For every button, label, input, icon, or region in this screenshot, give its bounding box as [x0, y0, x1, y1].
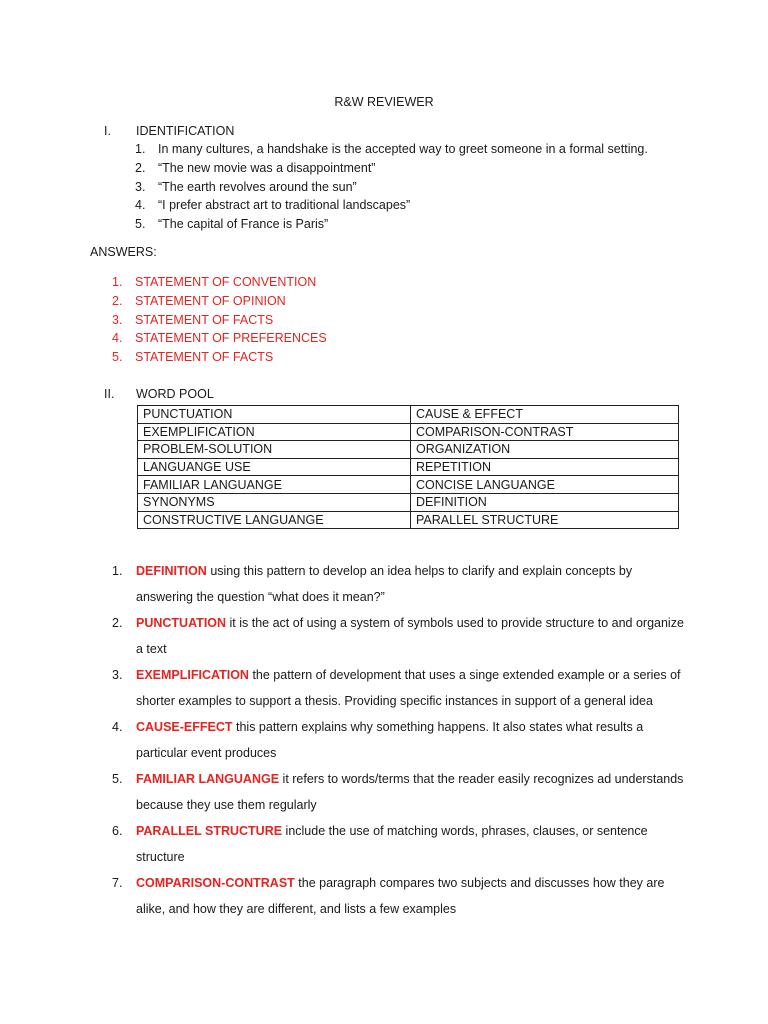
answer-item — [112, 329, 327, 348]
item-number: 3. — [112, 668, 123, 682]
item-text: “The capital of France is Paris” — [158, 217, 329, 232]
item-number: 4. — [112, 331, 123, 346]
table-cell: DEFINITION — [411, 493, 679, 511]
document-title: R&W REVIEWER — [334, 95, 434, 109]
answer-item — [112, 348, 327, 367]
table-row — [138, 441, 679, 459]
item-text: “I prefer abstract art to traditional landscapes” — [158, 198, 411, 213]
item-text: “The new movie was a disappointment” — [158, 160, 376, 175]
item-number: 6. — [112, 824, 123, 838]
definition-term: EXEMPLIFICATION — [136, 668, 249, 682]
table-cell: REPETITION — [411, 458, 679, 476]
answer-item — [112, 273, 327, 292]
answer-item — [112, 292, 327, 311]
identification-list — [135, 140, 648, 234]
definitions-list — [112, 558, 692, 922]
table-row — [138, 458, 679, 476]
table-cell: PARALLEL STRUCTURE — [411, 511, 679, 529]
definition-item — [112, 610, 692, 662]
item-number: 1. — [112, 564, 123, 578]
definition-item — [112, 714, 692, 766]
definition-term: CAUSE-EFFECT — [136, 720, 233, 734]
item-number: 2. — [135, 160, 146, 175]
section-1-heading: IDENTIFICATION — [136, 124, 235, 138]
table-cell: FAMILIAR LANGUANGE — [138, 476, 411, 494]
definition-item — [112, 558, 692, 610]
table-row — [138, 423, 679, 441]
answer-text: STATEMENT OF OPINION — [135, 293, 286, 308]
item-number: 5. — [135, 217, 146, 232]
item-number: 2. — [112, 616, 123, 630]
table-row — [138, 493, 679, 511]
item-number: 3. — [112, 312, 123, 327]
item-number: 1. — [135, 142, 146, 156]
table-cell: COMPARISON-CONTRAST — [411, 423, 679, 441]
definition-item — [112, 662, 692, 714]
item-number: 3. — [135, 179, 146, 194]
item-number: 2. — [112, 293, 123, 308]
section-2-heading: WORD POOL — [136, 387, 214, 401]
definition-term: PUNCTUATION — [136, 616, 227, 630]
item-number: 5. — [112, 350, 123, 365]
item-text: “The earth revolves around the sun” — [158, 179, 357, 194]
list-item — [135, 196, 648, 215]
table-cell: ORGANIZATION — [411, 441, 679, 459]
definition-term: PARALLEL STRUCTURE — [136, 824, 283, 838]
table-cell: SYNONYMS — [138, 493, 411, 511]
list-item — [135, 178, 648, 197]
answer-text: STATEMENT OF FACTS — [135, 350, 274, 365]
table-cell: CAUSE & EFFECT — [411, 406, 679, 424]
section-1-numeral: I. — [104, 124, 111, 138]
table-cell: PROBLEM-SOLUTION — [138, 441, 411, 459]
definition-text: it refers to words/terms that the reader easily recognizes ad understands because they use them regularly — [136, 772, 684, 812]
table-cell: CONCISE LANGUANGE — [411, 476, 679, 494]
list-item — [135, 159, 648, 178]
table-cell: LANGUANGE USE — [138, 458, 411, 476]
table-row — [138, 476, 679, 494]
answer-text: STATEMENT OF CONVENTION — [135, 275, 317, 289]
definition-item — [112, 818, 692, 870]
answer-item — [112, 311, 327, 330]
table-cell: PUNCTUATION — [138, 406, 411, 424]
definition-text: using this pattern to develop an idea helps to clarify and explain concepts by answering the question “what does it mean?” — [136, 564, 633, 604]
definition-item — [112, 766, 692, 818]
definition-text: it is the act of using a system of symbols used to provide structure to and organize a text — [136, 616, 684, 656]
table-row — [138, 406, 679, 424]
item-number: 1. — [112, 275, 123, 289]
answer-text: STATEMENT OF FACTS — [135, 312, 274, 327]
item-number: 5. — [112, 772, 123, 786]
table-cell: EXEMPLIFICATION — [138, 423, 411, 441]
definition-term: COMPARISON-CONTRAST — [136, 876, 295, 890]
definition-term: DEFINITION — [136, 564, 207, 578]
list-item — [135, 140, 648, 159]
answer-text: STATEMENT OF PREFERENCES — [135, 331, 327, 346]
table-row — [138, 511, 679, 529]
word-pool-table — [137, 405, 679, 529]
definition-item — [112, 870, 692, 922]
answers-list — [112, 273, 327, 367]
definition-text: the paragraph compares two subjects and discusses how they are alike, and how they are different, and lists a few examples — [136, 876, 665, 916]
item-number: 4. — [112, 720, 123, 734]
section-2-numeral: II. — [104, 387, 115, 401]
table-cell: CONSTRUCTIVE LANGUANGE — [138, 511, 411, 529]
item-number: 7. — [112, 876, 123, 890]
item-text: In many cultures, a handshake is the accepted way to greet someone in a formal setting. — [158, 142, 648, 156]
definition-text: include the use of matching words, phrases, clauses, or sentence structure — [136, 824, 648, 864]
definition-text: this pattern explains why something happens. It also states what results a particular event produces — [136, 720, 644, 760]
list-item — [135, 215, 648, 234]
answers-label: ANSWERS: — [90, 245, 157, 259]
item-number: 4. — [135, 198, 146, 213]
definition-text: the pattern of development that uses a singe extended example or a series of shorter examples to support a thesis. Providing specific instances in support of a general idea — [136, 668, 681, 708]
definition-term: FAMILIAR LANGUANGE — [136, 772, 280, 786]
